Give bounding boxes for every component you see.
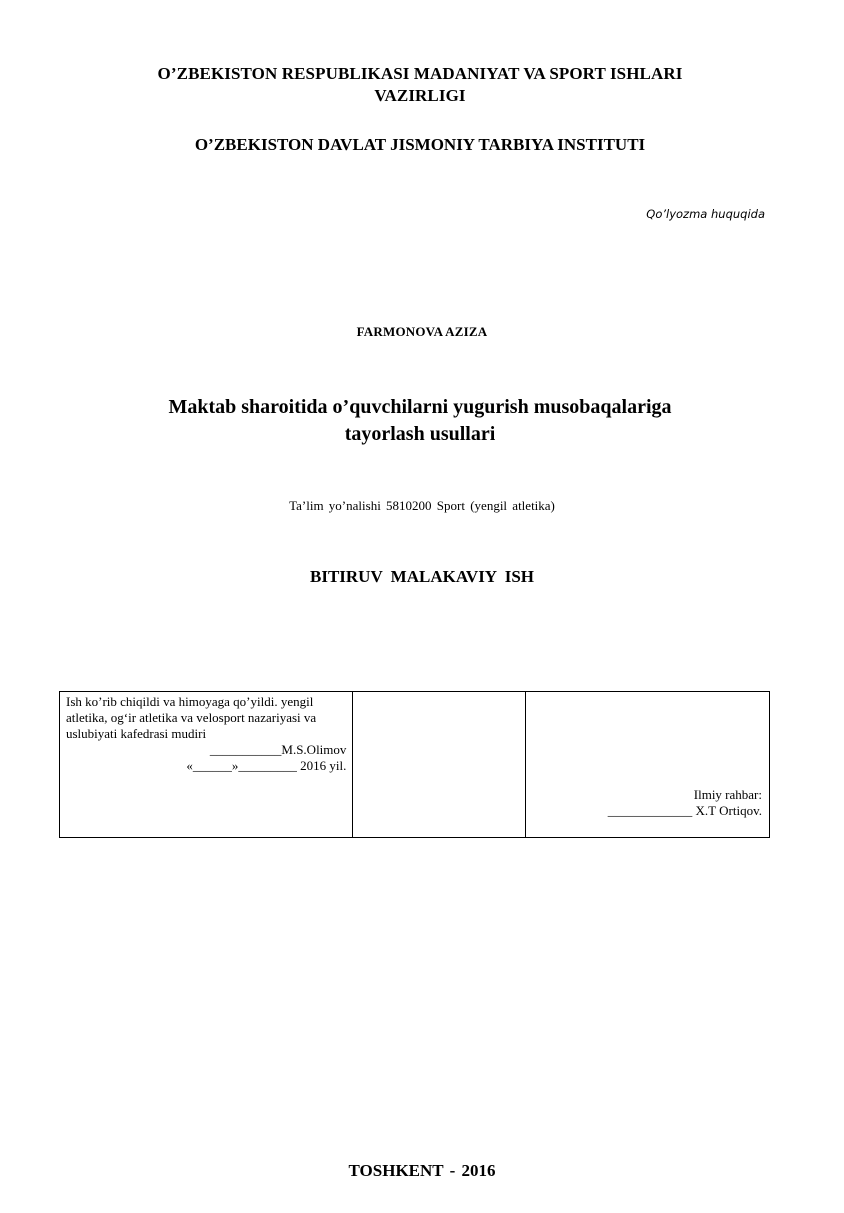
- work-type: BITIRUV MALAKAVIY ISH: [309, 567, 534, 586]
- advisor-cell: [525, 692, 769, 838]
- thesis-title-line-1: Maktab sharoitida o’quvchilarni yugurish musobaqalariga: [168, 396, 672, 418]
- approval-date-line: «______»_________ 2016 yil.: [186, 758, 347, 773]
- thesis-title-line-2: tayorlash usullari: [344, 423, 496, 445]
- thesis-title: [100, 394, 740, 448]
- city-year: TOSHKENT - 2016: [348, 1161, 496, 1180]
- advisor-block: [608, 787, 762, 819]
- ministry-line-2: VAZIRLIGI: [374, 86, 466, 105]
- author-name: FARMONOVA AZIZA: [356, 324, 488, 339]
- kafedra-cell: [60, 692, 353, 838]
- institute-heading: O’ZBEKISTON DAVLAT JISMONIY TARBIYA INSTITUTI: [194, 135, 646, 154]
- head-signature: ___________M.S.Olimov: [209, 742, 347, 757]
- advisor-label: Ilmiy rahbar:: [693, 787, 762, 802]
- ministry-line-1: O’ZBEKISTON RESPUBLIKASI MADANIYAT VA SPORT ISHLARI: [157, 64, 683, 83]
- ministry-heading: [60, 63, 780, 107]
- signature-table: [59, 691, 770, 838]
- rights-note: Qo’lyozma huquqida: [646, 207, 765, 221]
- education-direction: Ta’lim yo’nalishi 5810200 Sport (yengil atletika): [289, 498, 555, 513]
- advisor-signature: _____________ X.T Ortiqov.: [607, 803, 762, 818]
- kafedra-text: Ish ko’rib chiqildi va himoyaga qo’yildi. yengil atletika, og‘ir atletika va velosport nazariyasi va uslubiyati kafedrasi mudiri: [66, 694, 317, 741]
- empty-middle-cell: [353, 692, 525, 838]
